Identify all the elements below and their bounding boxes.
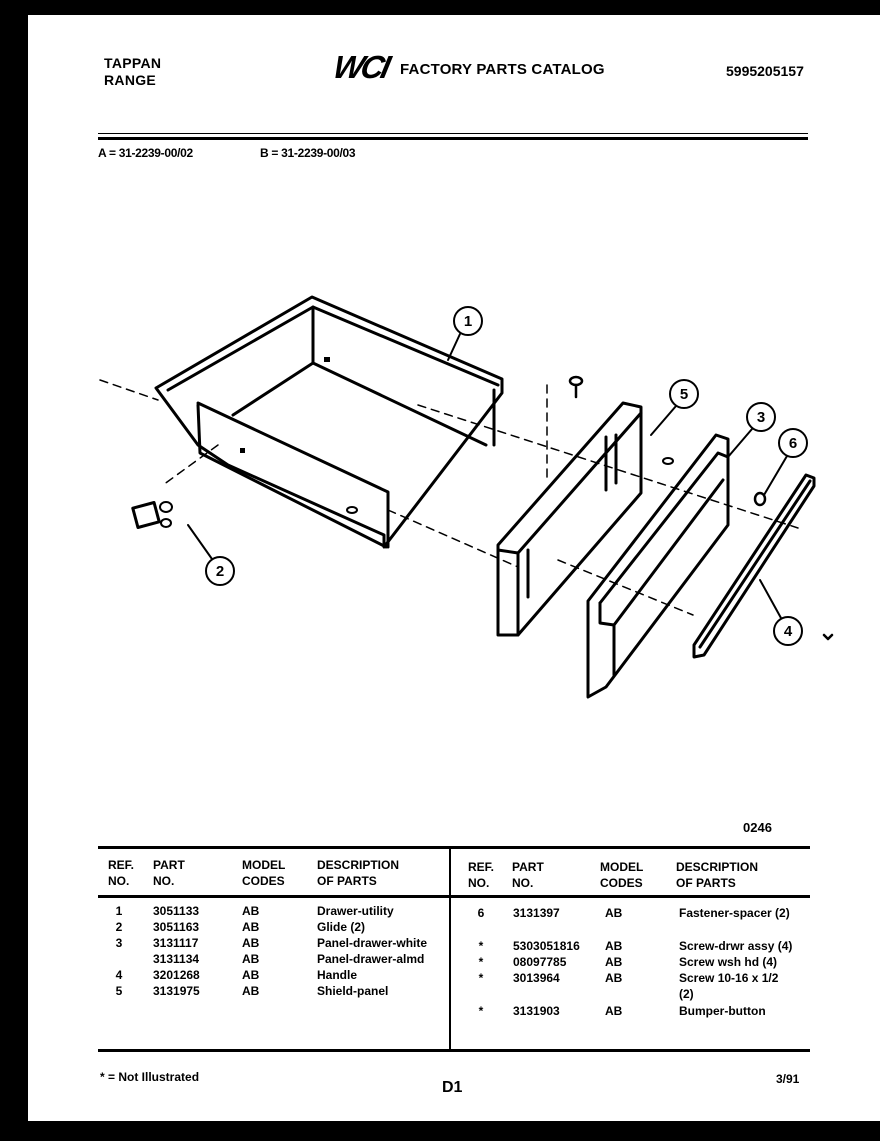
wci-logo: WCI (330, 49, 392, 85)
drawer-utility-part (156, 297, 502, 547)
catalog-page (28, 15, 880, 1121)
header-ref-no-left: REF. NO. (108, 858, 135, 888)
callout-4: 4 (783, 623, 793, 640)
assembly-guide-lines (100, 380, 798, 615)
callout-5: 5 (679, 386, 689, 403)
handle-part (694, 475, 814, 657)
table-header-rule (98, 895, 810, 898)
header-description-right: DESCRIPTION OF PARTS (676, 860, 759, 890)
product-name: RANGE (104, 72, 157, 88)
catalog-title: FACTORY PARTS CATALOG (400, 61, 605, 78)
variant-a: A = 31-2239-00/02 (98, 146, 193, 160)
header-description-left: DESCRIPTION OF PARTS (317, 858, 400, 888)
callout-2: 2 (215, 563, 225, 580)
header-part-no-right: PART NO. (512, 860, 544, 890)
revision-date: 3/91 (776, 1072, 800, 1086)
table-row: * 3013964 AB Screw 10-16 x 1/2 (2) (478, 971, 779, 1001)
table-row: * 5303051816 AB Screw-drwr assy (4) (478, 939, 793, 953)
page-id: D1 (442, 1079, 463, 1096)
bumper-mark (824, 635, 832, 639)
table-row: 1 3051133 AB Drawer-utility (115, 904, 394, 918)
table-row: 3131134 AB Panel-drawer-almd (153, 952, 425, 966)
header-ref-no-right: REF. NO. (468, 860, 495, 890)
header-part-no-left: PART NO. (153, 858, 185, 888)
brand-block (104, 55, 161, 89)
header-rule-bottom (98, 137, 808, 140)
header-model-codes-left: MODEL CODES (242, 858, 286, 888)
variant-b: B = 31-2239-00/03 (260, 146, 356, 160)
callout-6: 6 (788, 435, 798, 452)
table-divider (449, 848, 451, 1052)
document-number: 5995205157 (726, 63, 804, 79)
header-model-codes-right: MODEL CODES (600, 860, 644, 890)
table-row: 6 3131397 AB Fastener-spacer (2) (477, 906, 790, 920)
table-row: 4 3201268 AB Handle (115, 968, 358, 982)
table-row: * 3131903 AB Bumper-button (478, 1004, 766, 1018)
table-top-rule (98, 846, 810, 849)
not-illustrated-note: * = Not Illustrated (100, 1070, 200, 1084)
table-row: 2 3051163 AB Glide (2) (115, 920, 366, 934)
brand-name: TAPPAN (104, 55, 162, 71)
table-row: * 08097785 AB Screw wsh hd (4) (478, 955, 778, 969)
header-rule-top (98, 133, 808, 134)
figure-number: 0246 (743, 820, 772, 835)
screw-small (663, 458, 673, 464)
table-row: 5 3131975 AB Shield-panel (115, 984, 389, 998)
table-row: 3 3131117 AB Panel-drawer-white (115, 936, 428, 950)
panel-drawer-part (588, 435, 728, 697)
exploded-parts-diagram (88, 285, 848, 715)
callout-3: 3 (756, 409, 766, 426)
callout-1: 1 (463, 313, 473, 330)
glide-part (133, 502, 172, 528)
screw-part (570, 377, 582, 397)
table-bottom-rule (98, 1049, 810, 1052)
